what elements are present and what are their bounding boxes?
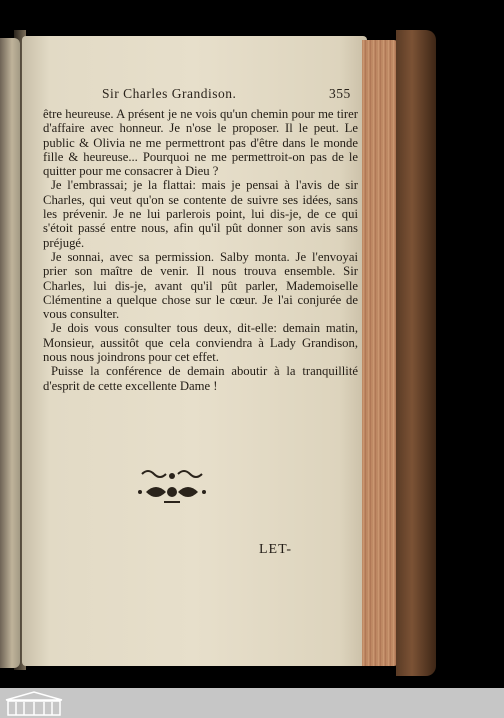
body-text (43, 107, 358, 393)
running-title: Sir Charles Grandison. (102, 86, 237, 101)
printer-ornament-icon (134, 466, 210, 508)
running-head (102, 86, 362, 102)
paragraph: Je l'embrassai; je la flattai: mais je pensai à l'avis de sir Charles, qui veut qu'on se contente de suivre ses idées, sans les prévenir. Je ne lui parlerois point, lui dis-je, de ce qui s'étoit passé entre nous, afin qu'il pût donner son avis sans préjugé. (43, 178, 358, 250)
paragraph: Puisse la conférence de demain aboutir à la tranquillité d'esprit de cette excellente Dame ! (43, 364, 358, 393)
book-cover (396, 30, 436, 676)
page-edges (362, 40, 398, 666)
library-building-icon (2, 690, 66, 718)
page-number: 355 (329, 86, 351, 101)
catchword: LET- (259, 542, 293, 557)
footer-bar (0, 688, 504, 718)
paragraph: Je sonnai, avec sa permission. Salby monta. Je l'envoyai prier son maître de venir. Il nous trouva ensemble. Sir Charles, lui dis-je, avant qu'il pût parler, Mademoiselle Clémentine a quelque chose sur le cœur. Je l'ai conjurée de vous consulter. (43, 249, 358, 322)
paragraph: être heureuse. A présent je ne vois qu'un chemin pour me tirer d'affaire avec honneur. Je n'ose le proposer. Il le peut. Le public & Olivia ne me permettront pas d'être dans le monde fille & heureuse... Pourquoi ne me permettroit-on pas de le quitter pour me consacrer à Dieu ? (43, 107, 358, 179)
paragraph: Je dois vous consulter tous deux, dit-elle: demain matin, Monsieur, aussitôt que cela conviendra à Lady Grandison, nous nous joindrons pour cet effet. (43, 321, 358, 365)
left-page-edge (0, 38, 20, 668)
